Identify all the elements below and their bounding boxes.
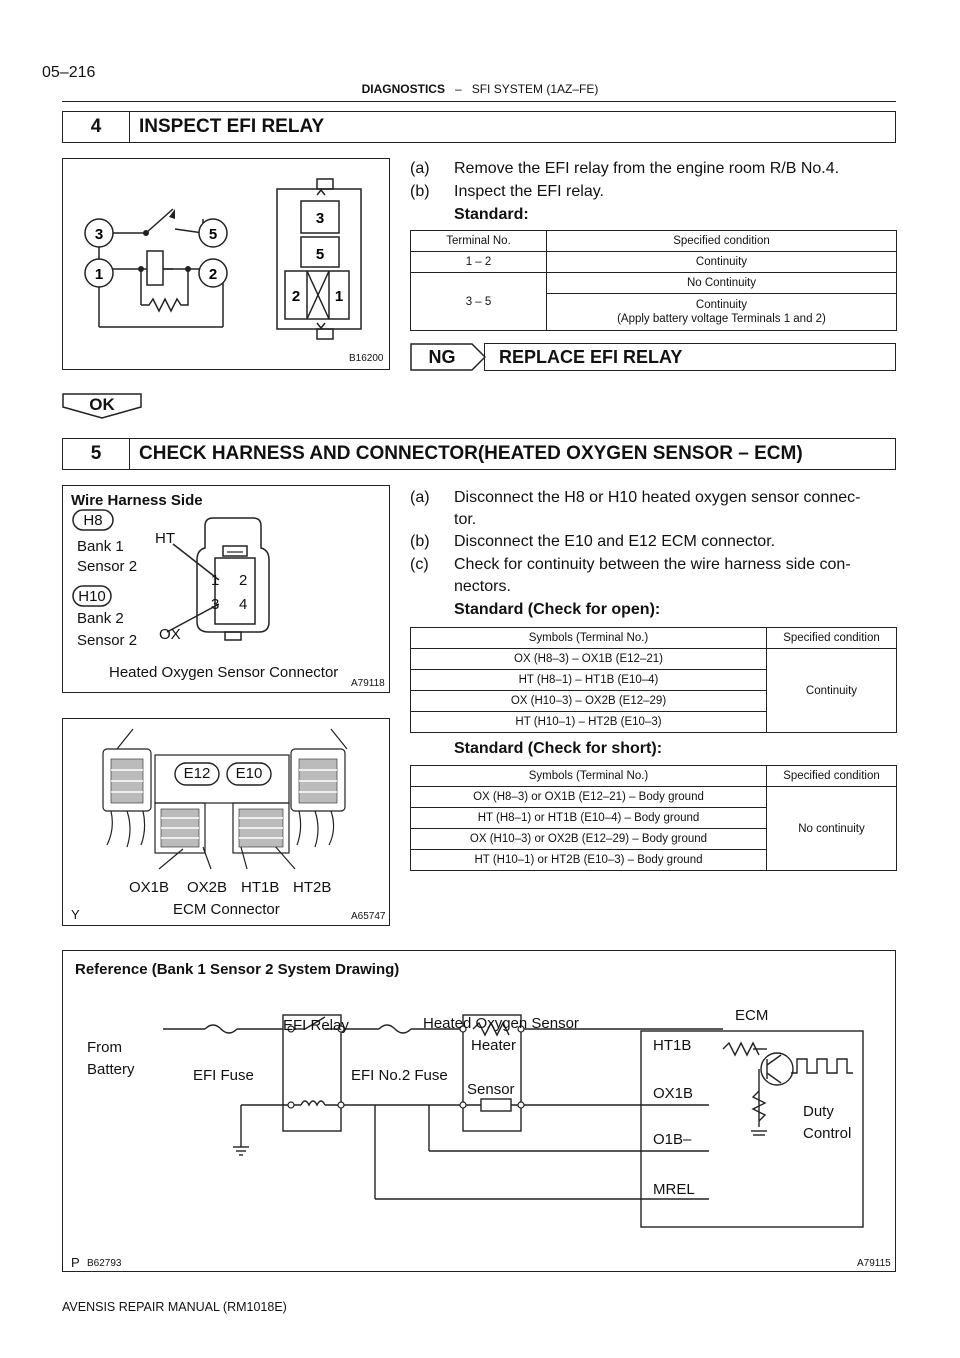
bank1-line2: Sensor 2 [77, 558, 138, 575]
item-label: (b) [410, 533, 430, 550]
header-section: DIAGNOSTICS [361, 82, 445, 96]
relay-figure [62, 158, 390, 370]
ng-label: NG [428, 347, 456, 367]
table-cell: 1 – 2 [411, 252, 547, 273]
table-header: Symbols (Terminal No.) [411, 628, 767, 649]
ox-label: OX [159, 626, 181, 643]
table-header: Specified condition [547, 231, 897, 252]
pin-4: 4 [239, 596, 248, 613]
pin-2: 2 [239, 572, 248, 589]
table-cell: No continuity [767, 787, 897, 871]
heater-label: Heater [471, 1037, 517, 1054]
efi-relay-label: EFI Relay [283, 1017, 349, 1034]
step-4-item-b [410, 181, 900, 203]
step-5-item-b [410, 531, 900, 553]
item-label: (b) [410, 183, 430, 200]
item-label: (a) [410, 160, 430, 177]
table-cell: Continuity [767, 649, 897, 733]
ecm-pin-ht1b: HT1B [241, 879, 280, 896]
relay-figure-id: B16200 [349, 353, 384, 364]
bank2-line2: Sensor 2 [77, 632, 138, 649]
table-header: Specified condition [767, 628, 897, 649]
sensor-connector-figure [62, 485, 390, 693]
ng-action-box [484, 343, 896, 371]
ecm-pin-ht2b: HT2B [293, 879, 332, 896]
system-schematic [63, 951, 895, 1271]
pin-1: 1 [211, 572, 220, 589]
efi-no2-fuse-label: EFI No.2 Fuse [351, 1067, 448, 1084]
table-cell: OX (H8–3) – OX1B (E12–21) [411, 649, 767, 670]
ecm-connector-figure [62, 718, 390, 926]
ok-label: OK [89, 395, 115, 414]
connector-terminal-3: 3 [315, 210, 325, 227]
connector-e12-label: E12 [183, 765, 211, 782]
table-cell: HT (H8–1) – HT1B (E10–4) [411, 670, 767, 691]
table-cell: HT (H8–1) or HT1B (E10–4) – Body ground [411, 808, 767, 829]
relay-terminal-1: 1 [94, 266, 104, 283]
std-open-label: Standard (Check for open): [454, 601, 661, 618]
table-cell: HT (H10–1) – HT2B (E10–3) [411, 712, 767, 733]
item-text: Inspect the EFI relay. [454, 183, 604, 200]
page-number: 05–216 [42, 64, 96, 81]
o1b-label: O1B– [653, 1131, 692, 1148]
mrel-label: MREL [653, 1181, 695, 1198]
ht1b-label: HT1B [653, 1037, 692, 1054]
from-line1: From [87, 1039, 122, 1056]
reference-figure-id-left: B62793 [87, 1258, 122, 1269]
duty-line2: Control [803, 1125, 852, 1142]
wire-harness-heading: Wire Harness Side [71, 492, 203, 509]
ng-action-text: REPLACE EFI RELAY [499, 347, 683, 367]
step-4-item-a [410, 158, 900, 180]
table-cell: 3 – 5 [411, 273, 547, 331]
heated-oxygen-sensor-label: Heated Oxygen Sensor [423, 1015, 579, 1032]
item-label: (c) [410, 556, 429, 573]
ecm-connector-caption: ECM Connector [173, 901, 280, 918]
connector-e10-label: E10 [235, 765, 263, 782]
table-header: Terminal No. [411, 231, 547, 252]
reference-figure-id: A79115 [857, 1258, 891, 1269]
figure-corner-mark: Y [71, 907, 80, 922]
header-system: SFI SYSTEM (1AZ–FE) [471, 82, 599, 96]
step-5-banner [62, 438, 896, 470]
sensor-connector-caption: Heated Oxygen Sensor Connector [109, 664, 339, 681]
cell-line: Continuity [695, 299, 748, 311]
duty-line1: Duty [803, 1103, 834, 1120]
connector-terminal-5: 5 [315, 246, 325, 263]
figure-corner-mark: P [71, 1255, 80, 1270]
step-5-title: CHECK HARNESS AND CONNECTOR(HEATED OXYGEN SENSOR – ECM) [139, 443, 803, 464]
cell-line: (Apply battery voltage Terminals 1 and 2) [617, 313, 826, 325]
step-5-item-c [410, 554, 900, 598]
sensor-figure-id: A79118 [351, 678, 385, 689]
step-5-number: 5 [63, 439, 130, 469]
reference-title: Reference (Bank 1 Sensor 2 System Drawing) [75, 961, 400, 978]
table-cell: OX (H8–3) or OX1B (E12–21) – Body ground [411, 787, 767, 808]
page-header [0, 82, 960, 96]
relay-terminal-3: 3 [94, 226, 104, 243]
table-header: Specified condition [767, 766, 897, 787]
relay-terminal-5: 5 [208, 226, 218, 243]
item-text-line1: Check for continuity between the wire harness side con- [454, 556, 851, 573]
item-text-line1: Disconnect the H8 or H10 heated oxygen sensor connec- [454, 489, 861, 506]
step-4-standard-label: Standard: [454, 206, 529, 223]
bank1-line1: Bank 1 [77, 538, 124, 555]
short-check-table [410, 765, 897, 871]
ecm-label: ECM [735, 1007, 769, 1024]
connector-h10-label: H10 [78, 588, 106, 605]
ht-label: HT [155, 530, 175, 547]
ecm-pin-ox2b: OX2B [187, 879, 228, 896]
pin-3: 3 [211, 596, 220, 613]
item-text-line1: Disconnect the E10 and E12 ECM connector. [454, 533, 776, 550]
ecm-figure-id: A65747 [351, 911, 386, 922]
table-cell: No Continuity [547, 273, 897, 294]
page-footer: AVENSIS REPAIR MANUAL (RM1018E) [62, 1300, 287, 1314]
step-4-title: INSPECT EFI RELAY [139, 116, 325, 137]
header-rule [62, 101, 896, 102]
item-label: (a) [410, 489, 430, 506]
step-4-banner [62, 111, 896, 143]
item-text-line2: nectors. [454, 578, 511, 595]
table-cell: HT (H10–1) or HT2B (E10–3) – Body ground [411, 850, 767, 871]
step-4-number: 4 [63, 112, 130, 142]
efi-fuse-label: EFI Fuse [193, 1067, 254, 1084]
table-header: Symbols (Terminal No.) [411, 766, 767, 787]
table-cell [547, 294, 897, 331]
from-line2: Battery [87, 1061, 135, 1078]
table-cell: OX (H10–3) – OX2B (E12–29) [411, 691, 767, 712]
connector-terminal-1: 1 [334, 288, 344, 305]
bank2-line1: Bank 2 [77, 610, 124, 627]
item-text: Remove the EFI relay from the engine room R/B No.4. [454, 160, 840, 177]
ecm-pin-ox1b: OX1B [129, 879, 170, 896]
relay-spec-table [410, 230, 897, 331]
relay-terminal-2: 2 [208, 266, 218, 283]
reference-drawing [62, 950, 896, 1272]
table-cell: Continuity [547, 252, 897, 273]
table-cell: OX (H10–3) or OX2B (E12–29) – Body ground [411, 829, 767, 850]
open-check-table [410, 627, 897, 733]
connector-h8-label: H8 [83, 512, 103, 529]
sensor-label: Sensor [467, 1081, 515, 1098]
std-short-label: Standard (Check for short): [454, 740, 663, 757]
step-5-item-a [410, 487, 900, 531]
connector-terminal-2: 2 [291, 288, 301, 305]
header-dash: – [454, 82, 462, 96]
relay-diagram [63, 159, 389, 369]
ox1b-label: OX1B [653, 1085, 694, 1102]
item-text-line2: tor. [454, 511, 477, 528]
